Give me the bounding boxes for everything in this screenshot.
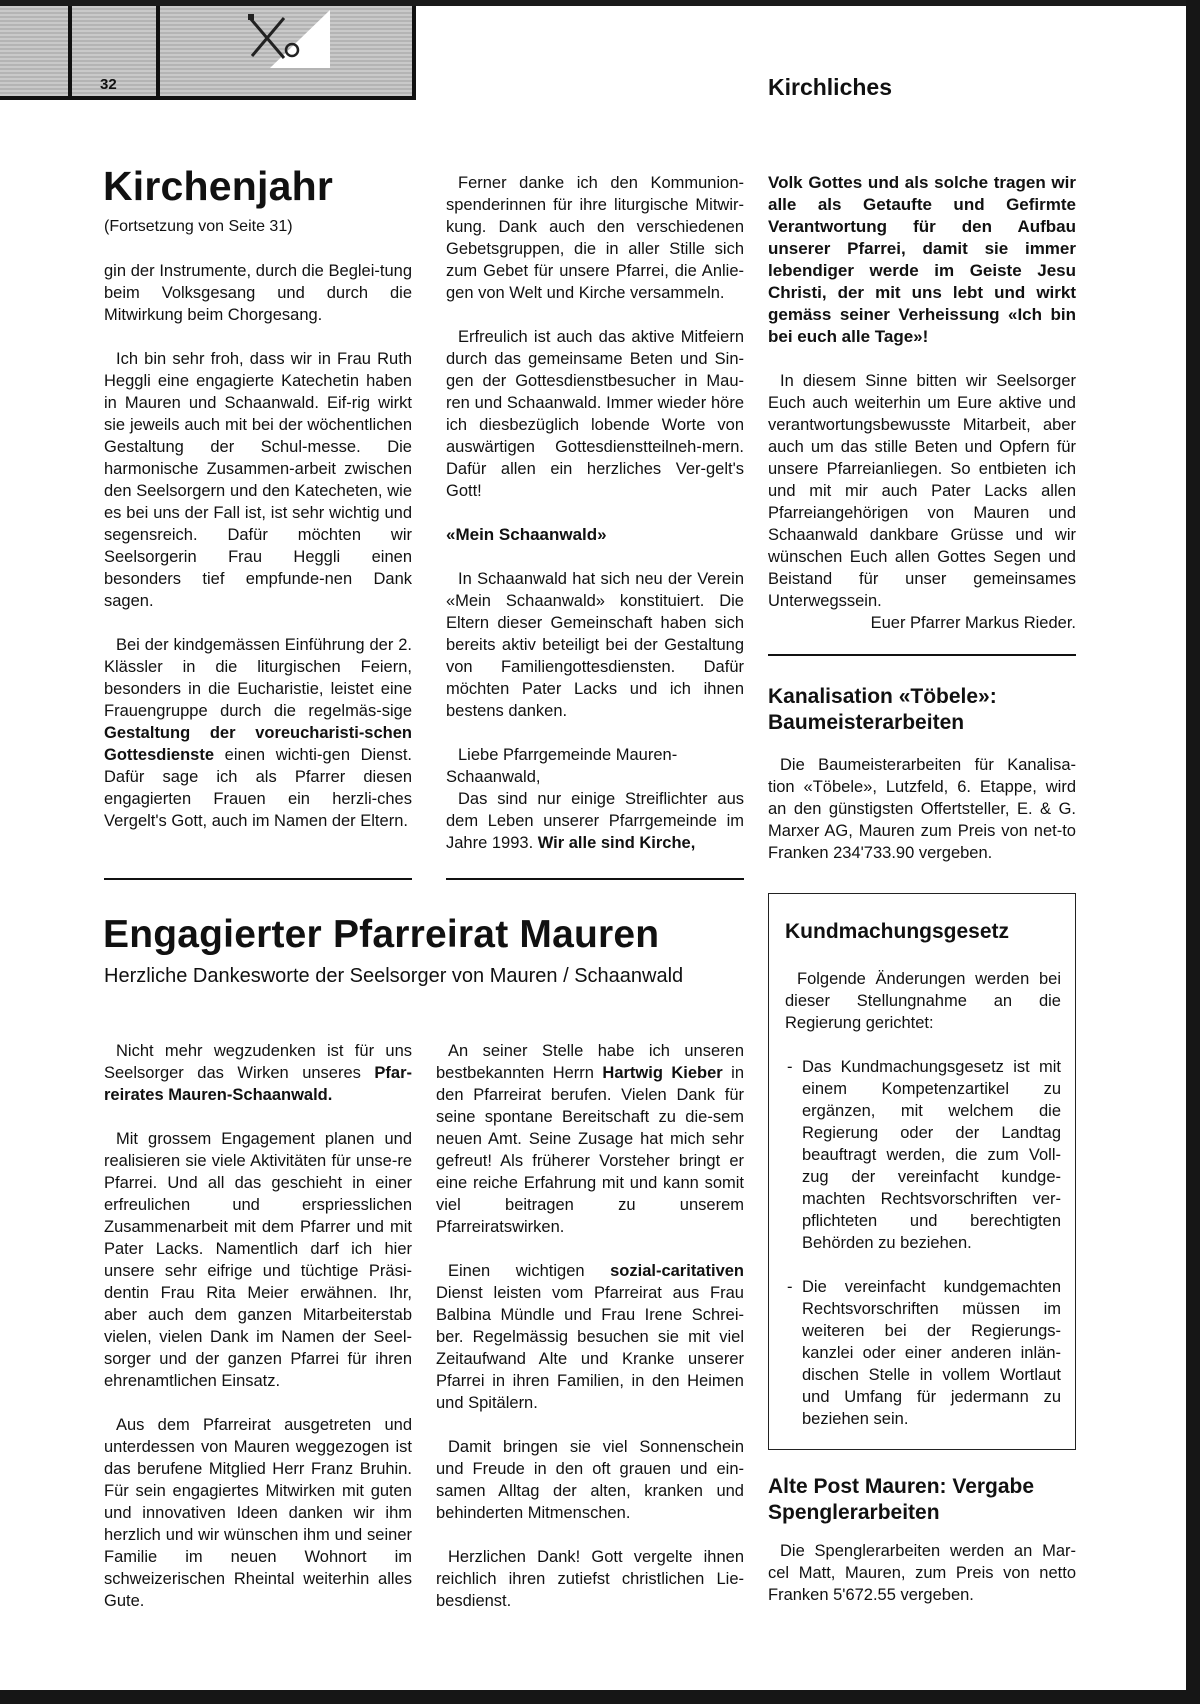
header-divider [68, 6, 72, 100]
text-run: Dienst leisten vom Pfarreirat aus Frau Balbina Mündle und Frau Irene Schrei-ber. Regelmässig besuchen sie mit viel Zeitaufwand Alte und Kranke unserer Pfarrei in ihren Familien, in den Heimen und Spitälern. [436, 1284, 744, 1412]
paragraph: Die Baumeisterarbeiten für Kanalisa-tion «Töbele», Lutzfeld, 6. Etappe, wird an den günstigsten Offertsteller, E. & G. Marxer AG, Mauren zum Preis von net-to Franken 234'733.90 vergeben. [768, 756, 1076, 862]
paragraph: Folgende Änderungen werden bei dieser Stellungnahme an die Regierung gerichtet: [785, 970, 1061, 1032]
paragraph: Erfreulich ist auch das aktive Mitfeiern durch das gemeinsame Beten und Sin-gen der Gottesdienstbesucher in Mau-ren und Schaanwald. Immer wieder höre ich diesbezüglich lobende Worte von auswärtigen Gottesdienstteilneh-mern. Dafür allen ein herzliches Ver-gelt's Gott! [446, 328, 744, 500]
change-list [785, 1056, 1061, 1430]
crossed-tools-icon [240, 10, 330, 68]
paragraph: In Schaanwald hat sich neu der Verein «Mein Schaanwald» konstituiert. Die Eltern dieser Gemeinschaft haben sich bereits aktiv beteiligt bei der Gestaltung von Familiengottesdiensten. Dafür möchten Pater Lacks und ich ihnen bestens danken. [446, 570, 744, 720]
bold-text: Pfar-reirates Mauren-Schaanwald. [104, 1064, 412, 1104]
paragraph [104, 1040, 412, 1106]
header-rule [0, 96, 416, 100]
bold-text: sozial-caritativen [610, 1262, 744, 1280]
article-column [104, 1040, 412, 1634]
article-column [446, 172, 744, 876]
text-run: An seiner Stelle habe ich unseren bestbekannten Herrn [436, 1042, 744, 1082]
altepost-notice [768, 1474, 1076, 1628]
article-subtitle: (Fortsetzung von Seite 31) [104, 218, 293, 235]
header-divider [412, 6, 416, 100]
paragraph [436, 1260, 744, 1414]
article-subtitle: Herzliche Dankesworte der Seelsorger von Mauren / Schaanwald [104, 965, 684, 987]
kanalisation-notice [768, 684, 1076, 886]
title-line: Alte Post Mauren: Vergabe [768, 1475, 1035, 1498]
page-number: 32 [100, 76, 117, 93]
text-run: Einen wichtigen [448, 1262, 611, 1280]
paragraph [436, 1040, 744, 1238]
salutation [446, 744, 744, 788]
article-column [104, 260, 412, 854]
article-column [768, 172, 1076, 654]
title-line: Kanalisation «Töbele»: [768, 685, 997, 708]
column-rule [104, 878, 412, 880]
title-line: Baumeisterarbeiten [768, 711, 965, 734]
paragraph [104, 634, 412, 832]
signature: Euer Pfarrer Markus Rieder. [870, 614, 1076, 632]
paragraph: gin der Instrumente, durch die Beglei-tung beim Volksgesang und durch die Mitwirkung beim Chorgesang. [104, 262, 412, 324]
kundmachung-box [768, 893, 1076, 1450]
paragraph: Mit grossem Engagement planen und realisieren sie viele Aktivitäten für unse-re Pfarrei. Und all das geschieht in einer erfreulichen und erspriesslichen Zusammenarbeit mit dem Pfarrer und mit Pater Lacks. Namentlich darf ich hier unsere sehr eifrige und tüchtige Präsi-dentin Frau Rita Meier erwähnen. Ihr, aber auch dem ganzen Mitarbeiterstab vielen, vielen Dank im Namen der Seel-sorger und der ganzen Pfarrei für ihren ehrenamtlichen Einsatz. [104, 1130, 412, 1390]
header-band [0, 6, 416, 100]
box-body [785, 968, 1061, 1452]
bold-text: Wir alle sind Kirche, [537, 834, 696, 852]
article-title: Kirchenjahr [103, 163, 334, 209]
paragraph: Ich bin sehr froh, dass wir in Frau Ruth Heggli eine engagierte Katechetin haben in Mauren und Schaanwald. Eif-rig wirkt sie jeweils auch mit bei der wöchentlichen Gestaltung der Schul-messe. Die harmonische Zusammen-arbeit zwischen den Seelsorgern und den Katecheten, wie es bei uns der Fall ist, ist sehr wichtig und segensreich. Dafür möchten wir Seelsorgerin Frau Heggli einen besonders tief empfunde-nen Dank sagen. [104, 350, 412, 610]
scan-edge-bottom [0, 1690, 1200, 1704]
list-item: - Das Kundmachungsgesetz ist mit einem Kompetenzartikel zu ergänzen, mit welchem die Regierung oder der Landtag beauftragt werden, die zum Voll-zug der vereinfacht kundge-machten Rechtsvorschriften ver-pflichteten und berechtigten Behörden zu beziehen. [785, 1056, 1061, 1254]
paragraph: Die Spenglerarbeiten werden an Mar-cel Matt, Mauren, zum Preis von netto Franken 5'672.55 vergeben. [768, 1542, 1076, 1604]
paragraph: Aus dem Pfarreirat ausgetreten und unterdessen von Mauren weggezogen ist das berufene Mitglied Herr Franz Bruhin. Für sein engagiertes Mitwirken mit guten und innovativen Ideen danken wir ihm herzlich und wir wünschen ihm und seiner Familie im neuen Wohnort im schweizerischen Rheintal weiterhin alles Gute. [104, 1416, 412, 1610]
article-column [436, 1040, 744, 1634]
list-item: - Die vereinfacht kundgemachten Rechtsvorschriften müssen im weiteren bei der Regierungs-kanzlei oder einer anderen inlän-dischen Stelle in vollem Wortlaut und Umfang für jedermann zu beziehen sein. [785, 1276, 1061, 1430]
box-title: Kundmachungsgesetz [785, 920, 1010, 943]
section-label: Kirchliches [768, 74, 892, 100]
notice-title [768, 684, 1076, 736]
text-run: Bei der kindgemässen Einführung der 2. Klässler in die liturgischen Feiern, besonders in die Eucharistie, leistet eine Frauengruppe durch die regelmäs-sige [104, 636, 412, 720]
header-divider [156, 6, 160, 100]
text-run: einen wichti-gen Dienst. Dafür sage ich als Pfarrer diesen engagierten Frauen ein herzli-ches Vergelt's Gott, auch im Namen der Eltern. [104, 746, 412, 830]
title-line: Spenglerarbeiten [768, 1501, 940, 1524]
paragraph: Ferner danke ich den Kommunion-spenderinnen für ihre liturgische Mitwir-kung. Dank auch den verschiedenen Gebetsgruppen, die in aller Stille sich zum Gebet für unsere Pfarrei, die Anlie-gen von Welt und Kirche versammeln. [446, 174, 744, 302]
scan-edge-right [1186, 0, 1200, 1704]
paragraph: In diesem Sinne bitten wir Seelsorger Euch auch weiterhin um Eure aktive und verantwortungsbewusste Mitarbeit, aber auch um das stille Beten und Opfern für unsere Pfarreianliegen. So entbieten ich und mit mir auch Pater Lacks allen Pfarreiangehörigen von Mauren und Schaanwald dankbare Grüsse und wir wünschen Euch allen Gottes Segen und Beistand für unser gemeinsames Unterwegssein. [768, 372, 1076, 610]
article-title: Engagierter Pfarreirat Mauren [103, 913, 660, 956]
salutation-line: Schaanwald, [446, 768, 541, 786]
bold-paragraph: Volk Gottes und als solche tragen wir alle als Getaufte und Gefirmte Verantwortung für den Aufbau unserer Pfarrei, damit sie immer lebendiger werde im Geiste Jesu Christi, der mit uns lebt und wirkt gemäss seiner Verheissung «Ich bin bei euch alle Tage»! [768, 173, 1076, 346]
section-rule [768, 654, 1076, 656]
bold-text: Hartwig Kieber [602, 1064, 723, 1082]
text-run: Das sind nur einige Streiflichter aus dem Leben unserer Pfarrgemeinde im Jahre 1993. [446, 790, 744, 852]
column-rule [446, 878, 744, 880]
subheading: «Mein Schaanwald» [446, 525, 607, 544]
text-run: Nicht mehr wegzudenken ist für uns Seelsorger das Wirken unseres [104, 1042, 412, 1082]
salutation-line: Liebe Pfarrgemeinde Mauren- [458, 746, 678, 764]
bold-text: Gestaltung der voreucharisti-schen Gottesdienste [104, 724, 412, 764]
text-run: in den Pfarreirat berufen. Vielen Dank für seine spontane Bereitschaft zu die-sem neuen Amt. Seine Zusage hat mich sehr gefreut! Als früherer Vorsteher bringt er eine reiche Erfahrung mit und kann somit viel beitragen zu unserem Pfarreiratswirken. [436, 1064, 745, 1236]
paragraph [446, 788, 744, 854]
paragraph: Damit bringen sie viel Sonnenschein und Freude in den oft grauen und ein-samen Alltag der alten, kranken und behinderten Mitmenschen. [436, 1438, 744, 1522]
notice-title [768, 1474, 1076, 1526]
paragraph: Herzlichen Dank! Gott vergelte ihnen reichlich ihren zutiefst christlichen Lie-besdienst. [436, 1548, 744, 1610]
